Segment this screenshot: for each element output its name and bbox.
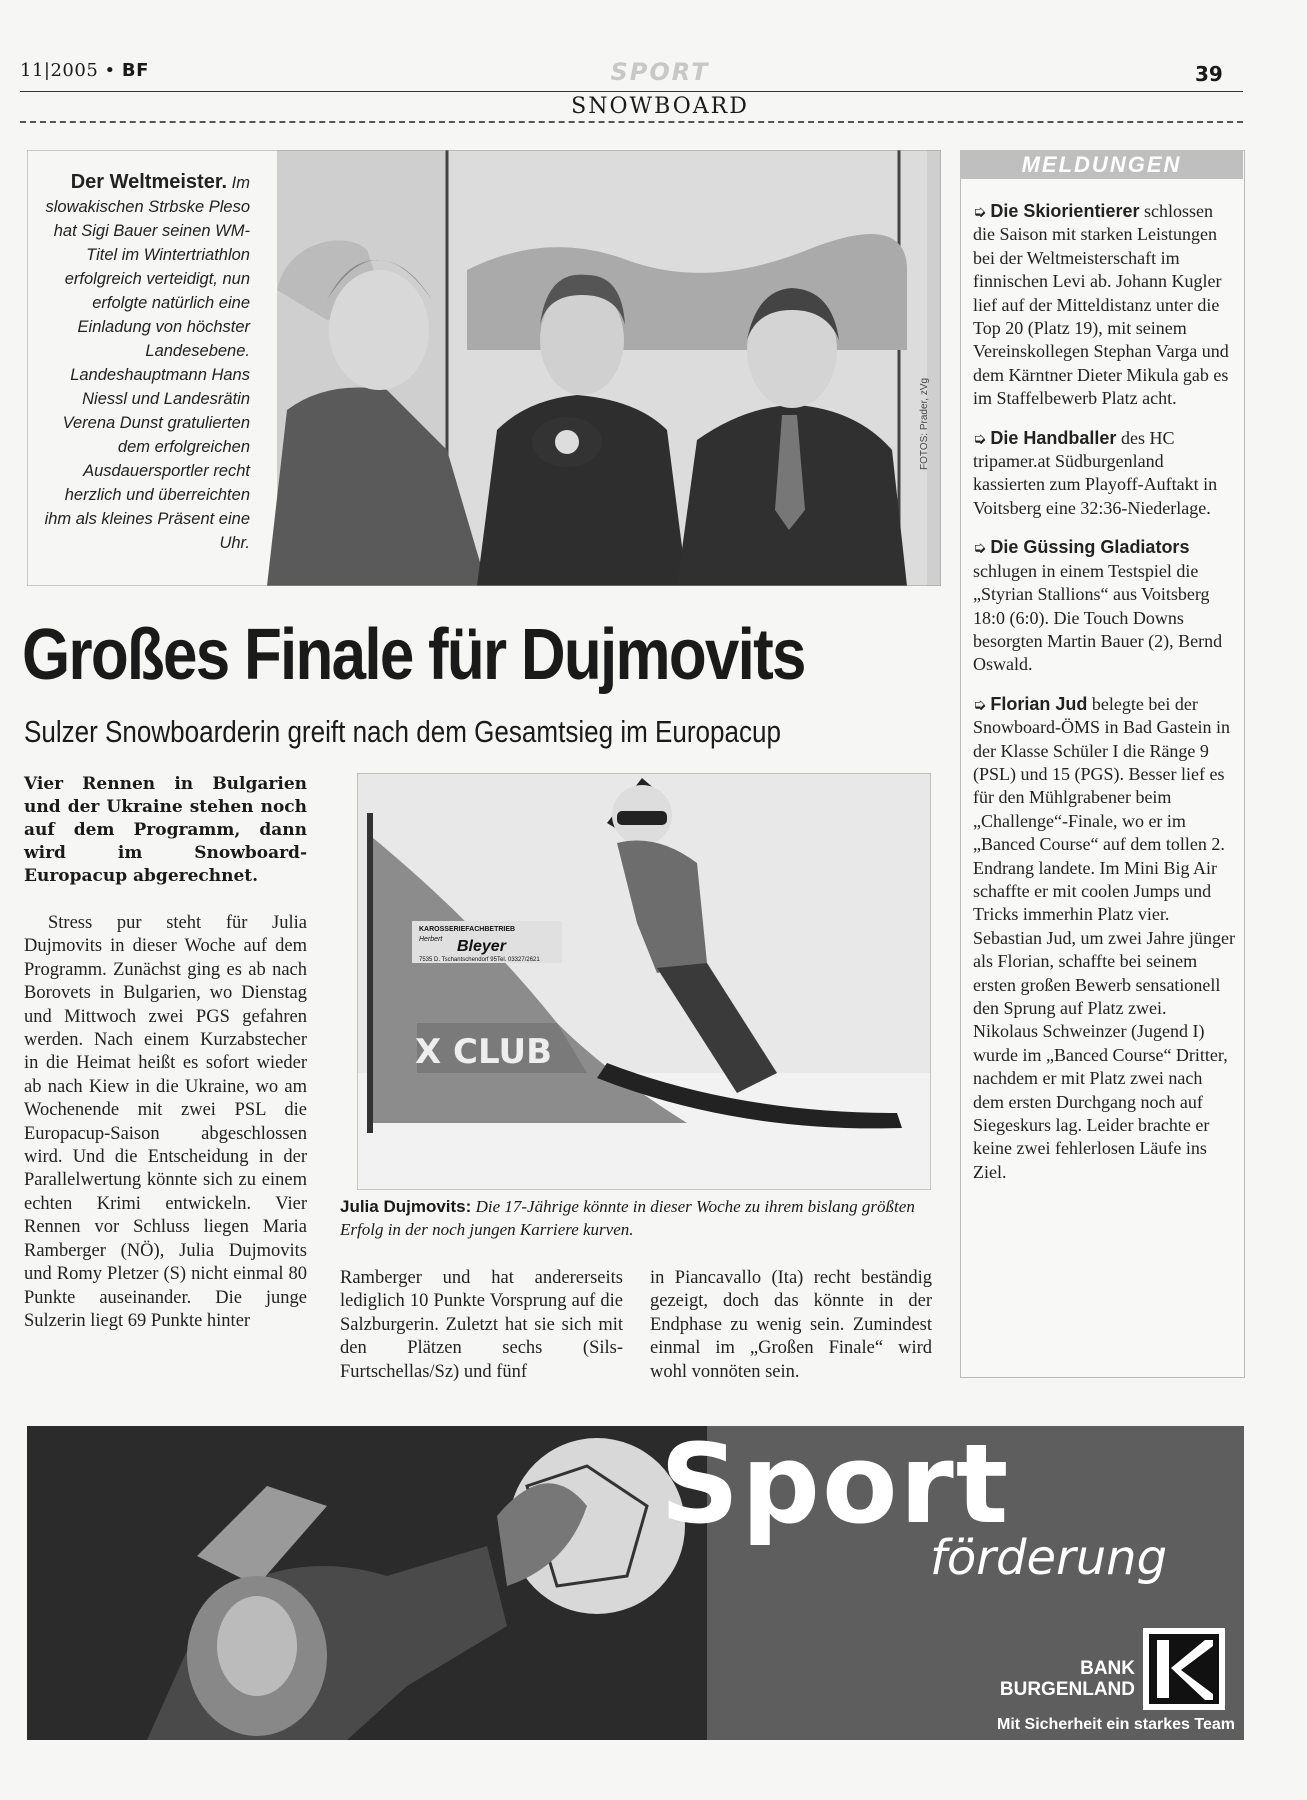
item-lead: Die Handballer xyxy=(990,427,1117,448)
header-category xyxy=(540,58,780,86)
bank-name xyxy=(970,1658,1135,1700)
issue-number: 11|2005 xyxy=(20,60,99,81)
arrow-icon: ➭ xyxy=(973,538,987,558)
sidebar-item xyxy=(973,427,1235,521)
bank-line1: BANK xyxy=(1080,1658,1135,1679)
bank-tagline: Mit Sicherheit ein starkes Team xyxy=(996,1716,1235,1733)
caption-text: Die 17-Jährige könnte in dieser Woche zu ihrem bislang größten Erfolg in der noch jungen Karriere kurven. xyxy=(340,1197,915,1239)
arrow-icon: ➭ xyxy=(973,428,987,448)
article-subhead: Sulzer Snowboarderin greift nach dem Gesamtsieg im Europacup xyxy=(24,714,781,749)
sidebar-items xyxy=(973,200,1235,1200)
category-label: SPORT xyxy=(610,58,710,86)
article-col1: Stress pur steht für Julia Dujmovits in dieser Woche auf dem Programm. Zunächst ging es ab nach Borovets in Bulgarien, wo Dienstag und Mittwoch zwei PGS gefahren werden. Nach einem Kurzabstecher in die Heimat heißt es sofort wieder ab nach Kiew in die Ukraine, wo am Wochenende mit zwei PSL die Europacup-Saison abgeschlossen wird. Und die Entscheidung in der Parallelwertung könnte sich zu einem echten Krimi entwickeln. Vier Rennen vor Schluss liegen Maria Ramberger (NÖ), Julia Dujmovits und Romy Pletzer (S) nicht einmal 80 Punkte auseinander. Die junge Sulzerin liegt 69 Punkte hinter xyxy=(24,913,307,1331)
banner-tel: Tel. 03327/2621 xyxy=(497,957,540,963)
item-lead: Florian Jud xyxy=(990,693,1088,714)
arrow-icon: ➭ xyxy=(973,202,987,221)
page-number: 39 xyxy=(1195,62,1223,86)
photo-caption-top xyxy=(38,170,250,555)
banner-name: Bleyer xyxy=(457,938,506,955)
item-text: des HC tripamer.at Südburgenland kassierten zum Playoff-Auftakt in Voitsberg eine 32:36-Niederlage. xyxy=(973,427,1218,518)
sidebar-item xyxy=(973,693,1235,1185)
item-text: belegte bei der Snowboard-ÖMS in Bad Gastein in der Klasse Schüler I die Ränge 9 (PSL) und 15 (PGS). Besser lief es für den Mühlgrabener beim „Challenge“-Finale, wo er im „Banced Course“ auf dem tollen 2. Endrang landete. Im Mini Big Air schaffte er mit coolen Jumps und Tricks immerhin Platz vier. Sebastian Jud, um zwei Jahre jünger als Florian, schaffte bei seinem ersten großen Bewerb sensationell den Sprung auf Platz zwei. Nikolaus Schweinzer (Jugend I) wurde im „Banced Course“ Dritter, nachdem er mit Platz zwei nach dem ersten Durchgang noch auf Siegeskurs lag. Leider brachte er keine zwei fehlerlosen Läufe ins Ziel. xyxy=(973,693,1235,1182)
article-col2: Ramberger und hat andererseits lediglich 10 Punkte Vorsprung auf die Salzburgerin. Zuletzt hat sie sich mit den Plätzen sechs (Sils-Furtschellas/Sz) und fünf xyxy=(340,1268,623,1382)
banner-brand: X CLUB xyxy=(415,1032,552,1072)
ad-headline: Sport xyxy=(660,1420,1011,1548)
snowboard-caption xyxy=(340,1195,920,1241)
caption-title: Der Weltmeister. xyxy=(70,171,228,193)
article-lead: Vier Rennen in Bulgarien und der Ukraine stehen noch auf dem Programm, dann wird im Snowboard-Europacup abgerechnet. xyxy=(24,774,307,886)
ad-subheadline: förderung xyxy=(930,1530,1168,1586)
sidebar-title: MELDUNGEN xyxy=(960,150,1243,179)
section-title: SNOWBOARD xyxy=(530,94,790,119)
snowboard-photo-graphic xyxy=(357,773,931,1190)
sidebar-item xyxy=(973,200,1235,411)
item-text: schlossen die Saison mit starken Leistungen bei der Weltmeisterschaft im finnischen Levi ab. Johann Kugler lief auf der Mitteldistanz unter die Top 20 (Platz 19), mit seinem Vereinskollegen Stephan Varga und dem Kärntner Dieter Mikula gab es im Staffelbewerb Platz acht. xyxy=(973,201,1229,409)
photo-credit: FOTOS: Prader, zVg xyxy=(919,377,930,470)
banner-address: 7535 D. Tschantschendorf 95 xyxy=(419,957,497,963)
sidebar-item xyxy=(973,536,1235,676)
article-headline: Großes Finale für Dujmovits xyxy=(22,615,805,695)
banner-owner: Herbert xyxy=(419,936,443,943)
item-lead: Die Güssing Gladiators xyxy=(990,537,1190,558)
header-bullet: • xyxy=(104,60,116,81)
banner-sponsor: KAROSSERIEFACHBETRIEB xyxy=(419,926,516,933)
publication-logo: BF xyxy=(121,60,149,81)
arrow-icon: ➭ xyxy=(973,694,987,714)
issue-info xyxy=(20,60,149,81)
item-lead: Die Skiorientierer xyxy=(990,201,1140,221)
item-text: schlugen in einem Testspiel die „Styrian Stallions“ aus Voitsberg 18:0 (6:0). Die Touch Downs besorgten Martin Bauer (2), Bernd Oswald. xyxy=(973,560,1223,675)
article-col3: in Piancavallo (Ita) recht beständig gezeigt, doch das könnte in der Endphase zu wenig sein. Zumindest einmal im „Großen Finale“ wird wohl vonnöten sein. xyxy=(650,1268,932,1382)
header-rule xyxy=(20,91,1243,92)
bank-line2: BURGENLAND xyxy=(999,1679,1135,1700)
caption-name: Julia Dujmovits: xyxy=(340,1197,472,1216)
bank-logo xyxy=(1143,1628,1225,1710)
section-divider xyxy=(20,121,1243,123)
bank-logo-icon xyxy=(1143,1628,1225,1710)
snowboard-photo xyxy=(357,773,931,1190)
caption-text: Im slowakischen Strbske Pleso hat Sigi Bauer seinen WM-Titel im Wintertriathlon erfolgreich verteidigt, nun erfolgte natürlich eine Einladung von höchster Landesebene. Landeshauptmann Hans Niessl und Landesrätin Verena Dunst gratulierten dem erfolgreichen Ausdauersportler recht herzlich und überreichten ihm als kleines Präsent eine Uhr. xyxy=(44,174,250,552)
